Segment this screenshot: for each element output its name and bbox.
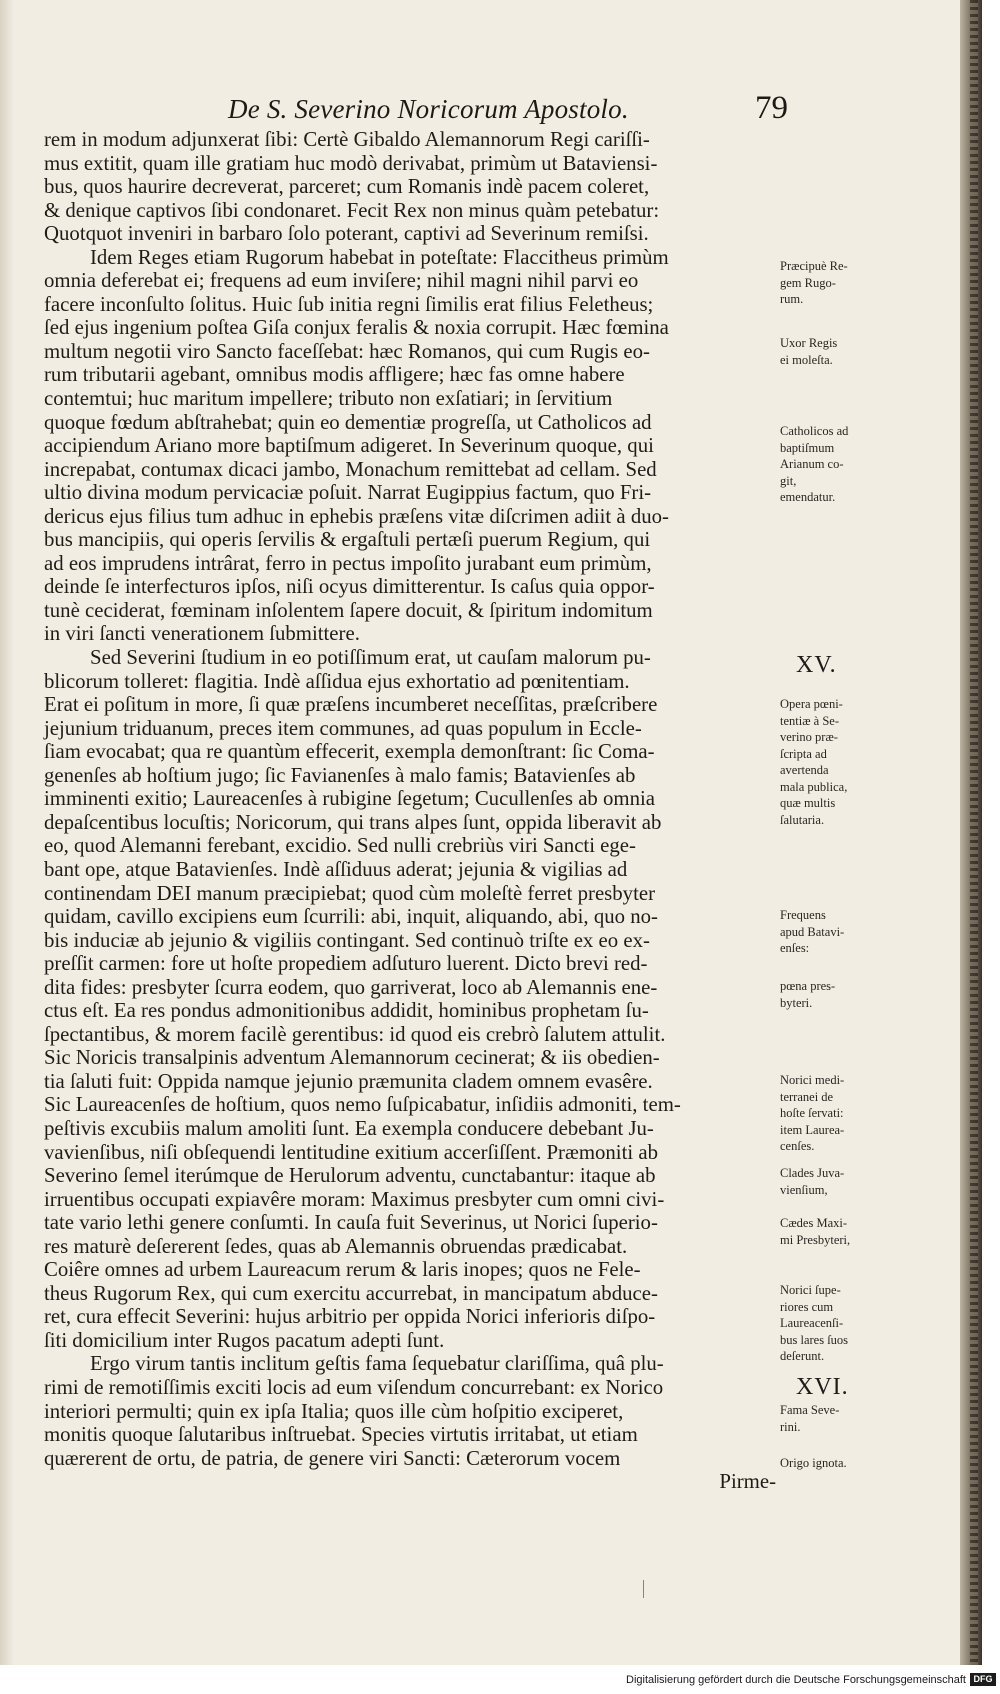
text-line: blicorum tolleret: flagitia. Indè aſſidua ejus exhortatio ad pœnitentiam. [44, 669, 630, 693]
text-line: irruentibus occupati expiavêre moram: Maximus presbyter cum omni civi- [44, 1187, 665, 1211]
text-line: Erat ei poſitum in more, ſi quæ præſens incumberet neceſſitas, præſcribere [44, 693, 658, 717]
margin-note [780, 978, 878, 1011]
text-line: bus, quos haurire decreverat, parceret; cum Romanis indè pacem coleret, [44, 175, 650, 199]
text-line: bus mancipiis, qui operis ſervilis & ergaſtuli pertæſi puerum Regium, qui [44, 528, 651, 552]
margin-note-line: Præcipuè Re- [780, 259, 848, 273]
margin-note-line: Norici ſupe- [780, 1283, 841, 1297]
margin-note [780, 696, 878, 828]
margin-note-line: ei moleſta. [780, 352, 833, 367]
margin-note-line: avertenda [780, 763, 829, 777]
text-line: imminenti exitio; Laureacenſes à rubigine ſegetum; Cucullenſes ab omnia [44, 787, 656, 811]
text-line: ret, cura effecit Severini: hujus arbitrio per oppida Norici inferioris diſpo- [44, 1305, 656, 1329]
margin-note [780, 1402, 878, 1435]
text-line: tate vario lethi genere conſumti. In cauſa fuit Severinus, ut Norici ſuperio- [44, 1211, 658, 1235]
text-line: monitis quoque ſalutaribus inſtruebat. Species virtutis irritabat, ut etiam [44, 1423, 638, 1447]
margin-note [780, 258, 878, 308]
margin-note-line: mala publica, [780, 779, 848, 794]
text-line: rimi de remotiſſimis exciti locis ad eum viſendum concurrebant: ex Norico [44, 1375, 664, 1399]
text-line: Sed Severini ſtudium in eo potiſſimum erat, ut cauſam malorum pu- [90, 646, 651, 670]
text-line: tia ſaluti fuit: Oppida namque jejunio præmunita cladem omnem evasêre. [44, 1069, 653, 1093]
text-line: continendam DEI manum præcipiebat; quod cùm moleſtè ferret presbyter [44, 881, 655, 905]
text-line: increpabat, contumax dicaci jambo, Monachum remittebat ad cellam. Sed [44, 457, 657, 481]
margin-note-line: Frequens [780, 908, 826, 922]
margin-note-line: Opera pœni- [780, 697, 843, 711]
text-line: rem in modum adjunxerat ſibi: Certè Gibaldo Alemannorum Regi cariſſi- [44, 128, 650, 151]
margin-note-line: emendatur. [780, 490, 836, 504]
text-line: tunè ceciderat, fœminam inſolentem ſapere docuit, & ſpiritum indomitum [44, 598, 653, 622]
margin-note-line: ſcripta ad [780, 746, 827, 761]
margin-note-line: vienſium, [780, 1182, 828, 1197]
dfg-logo: DFG [970, 1673, 996, 1686]
text-line: depaſcentibus locuſtis; Noricorum, qui trans alpes ſunt, oppida liberavit ab [44, 810, 662, 834]
chapter-number: XVI. [796, 1374, 849, 1400]
text-line: peſtivis excubiis malum amoliti ſunt. Ea exempla conducere debebant Ju- [44, 1116, 654, 1140]
margin-note-line: Arianum co- [780, 457, 844, 471]
margin-note-line: cenſes. [780, 1139, 815, 1153]
text-line: contemtui; huc maritum impellere; tributo non exſatiari; in ſervitium [44, 387, 613, 411]
margin-note-line: Norici medi- [780, 1073, 845, 1087]
margin-note [780, 1165, 878, 1198]
text-line: ſiti domicilium inter Rugos pacatum adepti ſunt. [44, 1328, 445, 1352]
text-line: ſiam evocabat; qua re quantùm effecerit, exempla demonſtrant: ſic Coma- [44, 740, 655, 764]
margin-note [780, 335, 878, 368]
margin-note-line: gem Rugo- [780, 275, 836, 290]
text-line: bis induciæ ab jejunio & vigiliis contingant. Sed continuò triſte ex eo ex- [44, 928, 650, 952]
text-line: preſſit carmen: fore ut hoſte propediem adſuturo luerent. Dicto brevi red- [44, 952, 648, 976]
text-line: omnia deferebat ei; frequens ad eum inviſere; nihil magni nihil parvi eo [44, 269, 639, 293]
text-line: res maturè deſererent ſedes, quas ab Alemannis obruendas prædicabat. [44, 1234, 628, 1258]
text-line: interiori permulti; quin ex ipſa Italia; quos ille cùm hoſpitio exciperet, [44, 1399, 624, 1423]
text-line: facere inconſulto ſolitus. Huic ſub initia regni ſimilis erat filius Feletheus; [44, 292, 654, 316]
margin-note-line: bus lares ſuos [780, 1332, 849, 1347]
text-line: Sic Laureacenſes de hoſtium, quos nemo ſuſpicabatur, inſidiis admoniti, tem- [44, 1093, 681, 1117]
margin-note-line: Fama Seve- [780, 1403, 840, 1417]
margin-note-line: Uxor Regis [780, 336, 838, 350]
margin-note [780, 423, 878, 506]
margin-note [780, 1455, 878, 1472]
text-line: Ergo virum tantis inclitum geſtis fama ſequebatur clariſſima, quâ plu- [90, 1352, 664, 1376]
margin-note [780, 1072, 878, 1155]
text-line: ctus eſt. Ea res pondus admonitionibus addidit, hominibus prophetam ſu- [44, 999, 649, 1023]
text-line: quidam, cavillo excipiens eum ſcurrili: abi, inquit, aliquando, abi, quo no- [44, 905, 658, 929]
text-line: Idem Reges etiam Rugorum habebat in poteſtate: Flaccitheus primùm [90, 245, 669, 269]
margin-note-line: Origo ignota. [780, 1456, 847, 1470]
margin-note-line: Cædes Maxi- [780, 1216, 848, 1230]
text-line: jejunium triduanum, preces item communes, ad quas populum in Eccle- [44, 716, 642, 740]
text-line: rum tributarii agebant, omnibus modis affligere; hæc fas omne habere [44, 363, 625, 387]
text-line: dericus ejus filius tum adhuc in ephebis præſens vitæ diſcrimen adiit à duo- [44, 504, 669, 528]
text-line: Coiêre omnes ad urbem Laureacum rerum & laris inopes; quos ne Fele- [44, 1258, 641, 1282]
text-line: ultio divina modum pervicaciæ poſuit. Narrat Eugippius factum, quo Fri- [44, 481, 652, 505]
margin-note-line: git, [780, 473, 797, 488]
text-line: eo, quod Alemanni ferebant, excidio. Sed nulli crebriùs viri Sancti ege- [44, 834, 636, 858]
chapter-number: XV. [796, 652, 837, 678]
margin-note-line: deſerunt. [780, 1349, 825, 1363]
margin-note-line: baptiſmum [780, 440, 835, 455]
footer-bar [0, 1665, 1000, 1694]
text-line: genenſes ab hoſtium jugo; ſic Favianenſes à malo famis; Batavienſes ab [44, 763, 636, 787]
text-line: & denique captivos ſibi condonaret. Fecit Rex non minus quàm petebatur: [44, 198, 660, 222]
running-title: De S. Severino Noricorum Apostolo. [228, 94, 629, 124]
margin-note-line: hoſte ſervati: [780, 1106, 844, 1120]
text-line: quoque fœdum abſtrahebat; quin eo dementiæ progreſſa, ut Catholicos ad [44, 410, 652, 434]
funding-credit: Digitalisierung gefördert durch die Deutsche Forschungsgemeinschaft [626, 1674, 966, 1686]
text-line: in viri ſancti venerationem ſubmittere. [44, 622, 360, 646]
margin-note-line: rum. [780, 292, 804, 306]
text-line: theus Rugorum Rex, qui cum exercitu accurrebat, in mancipatum abduce- [44, 1281, 658, 1305]
pencil-mark [643, 1580, 644, 1598]
margin-note-line: rini. [780, 1419, 801, 1434]
margin-note-line: Catholicos ad [780, 424, 849, 438]
margin-note-line: item Laurea- [780, 1122, 845, 1137]
margin-note-line: byteri. [780, 995, 813, 1010]
margin-note [780, 1215, 878, 1248]
text-line: ſed ejus ingenium poſtea Giſa conjux feralis & noxia corrupit. Hæc fœmina [44, 316, 669, 340]
margin-note-line: quæ multis [780, 796, 836, 810]
text-line: mus extitit, quam ille gratiam huc modò derivabat, primùm ut Bataviensi- [44, 151, 658, 175]
margin-note-line: Clades Juva- [780, 1166, 845, 1180]
text-line: multum negotii viro Sancto faceſſebat: hæc Romanos, qui cum Rugis eo- [44, 339, 650, 363]
margin-note [780, 1282, 878, 1365]
margin-note-line: pœna pres- [780, 979, 836, 993]
margin-note-line: mi Presbyteri, [780, 1232, 851, 1247]
text-line: ſpectantibus, & morem facilè gerentibus: id quod eis crebrò ſalutem attulit. [44, 1022, 666, 1046]
margin-note-line: apud Batavi- [780, 924, 845, 939]
text-line: Pirme- [719, 1470, 776, 1494]
text-line: vavienſibus, niſi obſequendi lentitudine exitium accerſiſſent. Præmoniti ab [44, 1140, 658, 1164]
text-line: dita fides: presbyter ſcurra eodem, quo garriverat, loco ab Alemannis ene- [44, 975, 658, 999]
text-line: ad eos imprudens intrârat, ferro in pectus impoſito jurabant eum primùm, [44, 551, 652, 575]
margin-note-line: enſes: [780, 941, 810, 955]
page-number: 79 [755, 90, 788, 126]
text-line: accipiendum Ariano more baptiſmum adigeret. In Severinum quoque, qui [44, 434, 654, 458]
margin-note-line: ſalutaria. [780, 812, 825, 827]
margin-note-line: terranei de [780, 1089, 834, 1104]
margin-note-line: verino præ- [780, 730, 838, 744]
margin-note-line: Laureacenſi- [780, 1316, 844, 1330]
text-line: deinde ſe interfecturos ipſos, niſi ocyus dimitterentur. Is caſus quia oppor- [44, 575, 655, 599]
text-line: Sic Noricis transalpinis adventum Alemannorum cecinerat; & iis obedien- [44, 1046, 660, 1070]
text-line: bant ope, atque Batavienſes. Indè aſſiduus aderat; jejunia & vigilias ad [44, 857, 628, 881]
text-line: Severino ſemel iterúmque de Herulorum adventu, cunctabantur: itaque ab [44, 1164, 656, 1188]
text-line: Quotquot inveniri in barbaro ſolo poterant, captivi ad Severinum remiſsi. [44, 222, 649, 246]
text-line: quærerent de ortu, de patria, de genere viri Sancti: Cæterorum vocem [44, 1446, 621, 1470]
margin-note-line: tentiæ à Se- [780, 713, 840, 728]
margin-note [780, 907, 878, 957]
margin-note-line: riores cum [780, 1299, 834, 1314]
